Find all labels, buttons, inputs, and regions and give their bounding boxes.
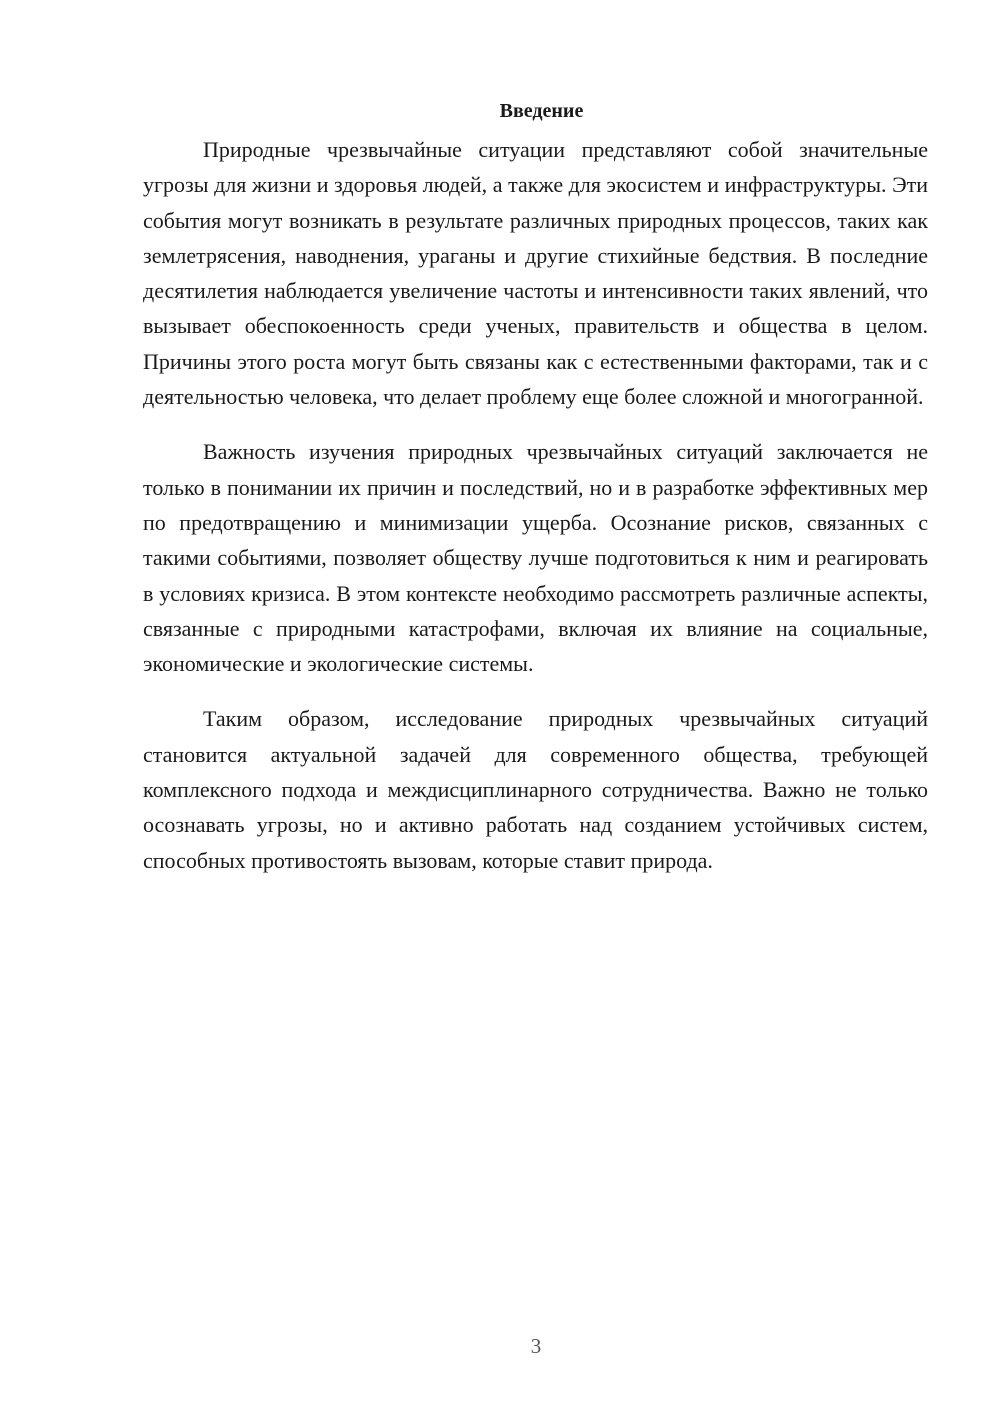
paragraph-1: Природные чрезвычайные ситуации представляют собой значительные угрозы для жизни и здоровья людей, а также для экосистем и инфраструктуры. Эти события могут возникать в результате различных природных процессов, таких как землетрясения, наводнения, ураганы и другие стихийные бедствия. В последние десятилетия наблюдается увеличение частоты и интенсивности таких явлений, что вызывает обеспокоенность среди ученых, правительств и общества в целом. Причины этого роста могут быть связаны как с естественными факторами, так и с деятельностью человека, что делает проблему еще более сложной и многогранной. <box>143 137 928 410</box>
page-number: 3 <box>530 1334 542 1358</box>
section-heading: Введение <box>499 100 584 122</box>
document-body <box>143 98 928 898</box>
paragraph-2: Важность изучения природных чрезвычайных ситуаций заключается не только в понимании их причин и последствий, но и в разработке эффективных мер по предотвращению и минимизации ущерба. Осознание рисков, связанных с такими событиями, позволяет обществу лучше подготовиться к ним и реагировать в условиях кризиса. В этом контексте необходимо рассмотреть различные аспекты, связанные с природными катастрофами, включая их влияние на социальные, экономические и экологические системы. <box>143 439 928 677</box>
paragraph-3: Таким образом, исследование природных чрезвычайных ситуаций становится актуальной задачей для современного общества, требующей комплексного подхода и междисциплинарного сотрудничества. Важно не только осознавать угрозы, но и активно работать над созданием устойчивых систем, способных противостоять вызовам, которые ставит природа. <box>143 706 928 873</box>
